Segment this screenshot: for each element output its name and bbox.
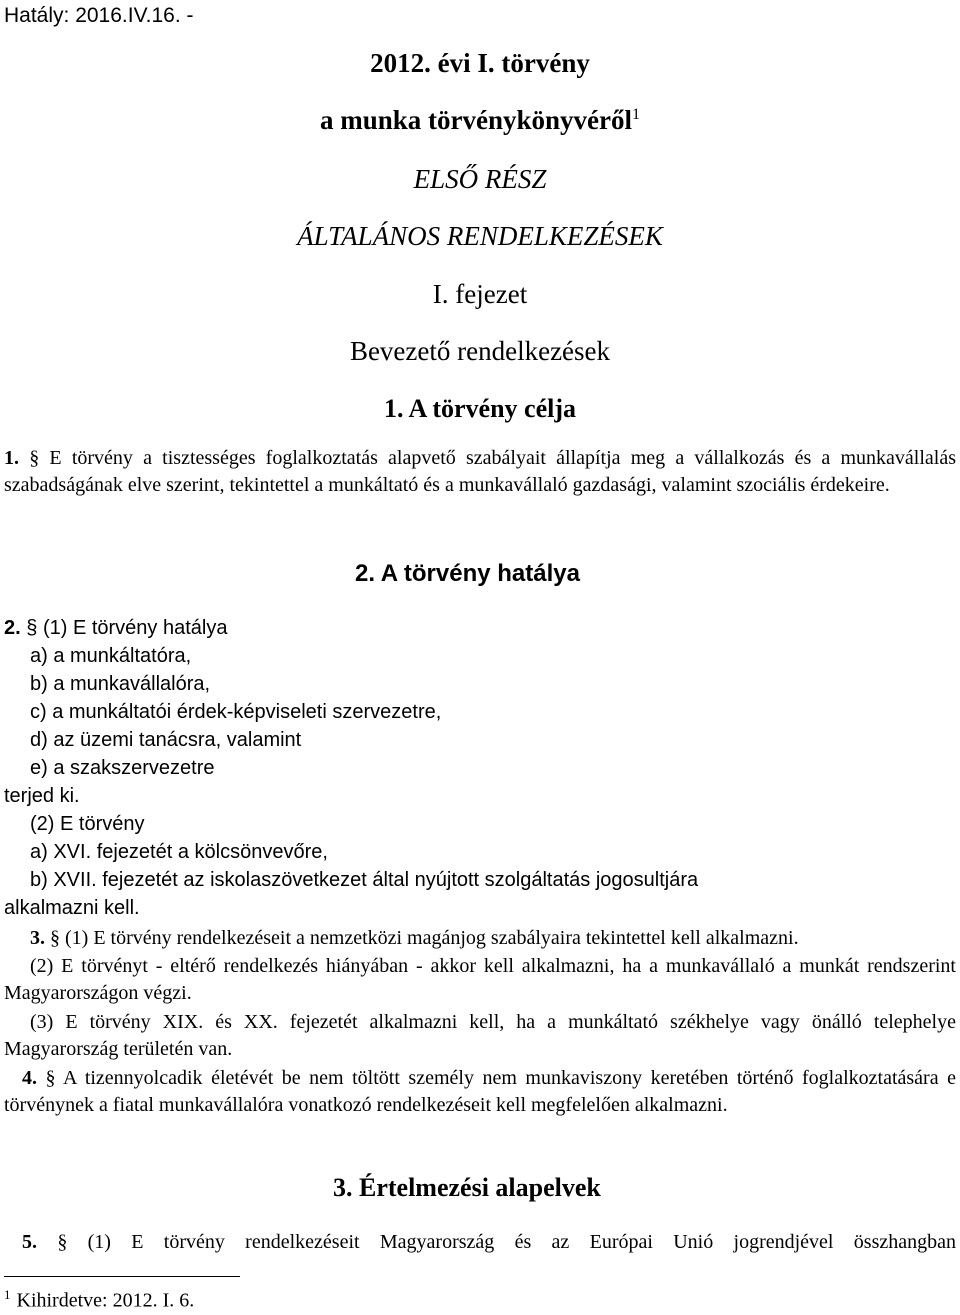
section-2-tail: terjed ki. (4, 785, 80, 807)
section-sign: § (45, 1067, 56, 1089)
list-item-e: e) a szakszervezetre (30, 757, 215, 779)
section-2-intro (4, 617, 227, 640)
paragraph-section-1 (4, 445, 956, 499)
law-number: 2012. évi I. törvény (370, 48, 590, 78)
section-heading-purpose: 1. A törvény célja (383, 394, 577, 423)
section-number: 3. (30, 927, 50, 949)
section-5-text: (1) E törvény rendelkezéseit Magyarország és az Európai Unió jogrendjével összhangban (87, 1231, 956, 1253)
section-sign: § (57, 1231, 68, 1253)
chapter-title: Bevezető rendelkezések (349, 336, 611, 366)
section-2-p2: (2) E törvény (30, 813, 145, 835)
footnote-text: Kihirdetve: 2012. I. 6. (16, 1289, 195, 1312)
section-sign: § (29, 447, 40, 469)
paragraph-section-3 (4, 925, 956, 952)
paragraph-section-5 (4, 1229, 956, 1256)
section-1-text: E törvény a tisztességes foglalkoztatás alapvető szabályait állapítja meg a vállalkozás és a munkavállalás szabadságának elve szerint, tekintettel a munkáltató és a munkavállaló gazdasági, valamint szociális érdekeire. (4, 447, 957, 496)
list-item-d: d) az üzemi tanácsra, valamint (30, 729, 302, 751)
section-2-p1: (1) E törvény hatálya (42, 617, 228, 639)
list-item-p2a: a) XVI. fejezetét a kölcsönvevőre, (30, 841, 328, 863)
law-subject-text: a munka törvénykönyvéről (319, 105, 633, 135)
section-number: 5. (22, 1231, 58, 1253)
part-title: ÁLTALÁNOS RENDELKEZÉSEK (297, 221, 663, 251)
law-subject (0, 105, 960, 136)
footnote-reference: 1 (632, 106, 641, 123)
chapter-label: I. fejezet (432, 279, 528, 309)
section-3-p2: (2) E törvényt - eltérő rendelkezés hiányában - akkor kell alkalmazni, ha a munkavállaló a munkát rendszerint Magyarországon végzi. (4, 955, 956, 1004)
list-item-p2b: b) XVII. fejezetét az iskolaszövetkezet által nyújtott szolgáltatás jogosultjára (30, 869, 699, 891)
footnote-divider (4, 1276, 240, 1277)
section-3-p3: (3) E törvény XIX. és XX. fejezetét alkalmazni kell, ha a munkáltató székhelye vagy önálló telephelye Magyarország területén van. (4, 1011, 956, 1060)
effective-date: Hatály: 2016.IV.16. - (4, 4, 194, 27)
section-4-text: A tizennyolcadik életévét be nem töltött személy nem munkaviszony keretében történő foglalkoztatására e törvénynek a fiatal munkavállalóra vonatkozó rendelkezéseit kell megfelelően alkalmazni. (4, 1067, 956, 1116)
section-number: 2. (4, 617, 27, 639)
part-label: ELSŐ RÉSZ (413, 164, 547, 194)
section-heading-scope: 2. A törvény hatálya (355, 560, 580, 587)
section-number: 1. (4, 447, 30, 469)
list-item-b: b) a munkavállalóra, (30, 673, 211, 695)
section-number: 4. (22, 1067, 46, 1089)
section-2-p2-tail: alkalmazni kell. (4, 897, 140, 919)
section-sign: § (50, 927, 60, 949)
section-3-p1: (1) E törvény rendelkezéseit a nemzetközi magánjog szabályaira tekintettel kell alkalmazni. (65, 927, 799, 949)
paragraph-section-4 (4, 1065, 956, 1119)
footnote (4, 1287, 194, 1313)
list-item-a: a) a munkáltatóra, (30, 645, 192, 667)
section-heading-interpretation: 3. Értelmezési alapelvek (333, 1173, 601, 1202)
section-sign: § (26, 617, 38, 639)
list-item-c: c) a munkáltatói érdek-képviseleti szervezetre, (30, 701, 442, 723)
footnote-number: 1 (4, 1287, 11, 1302)
